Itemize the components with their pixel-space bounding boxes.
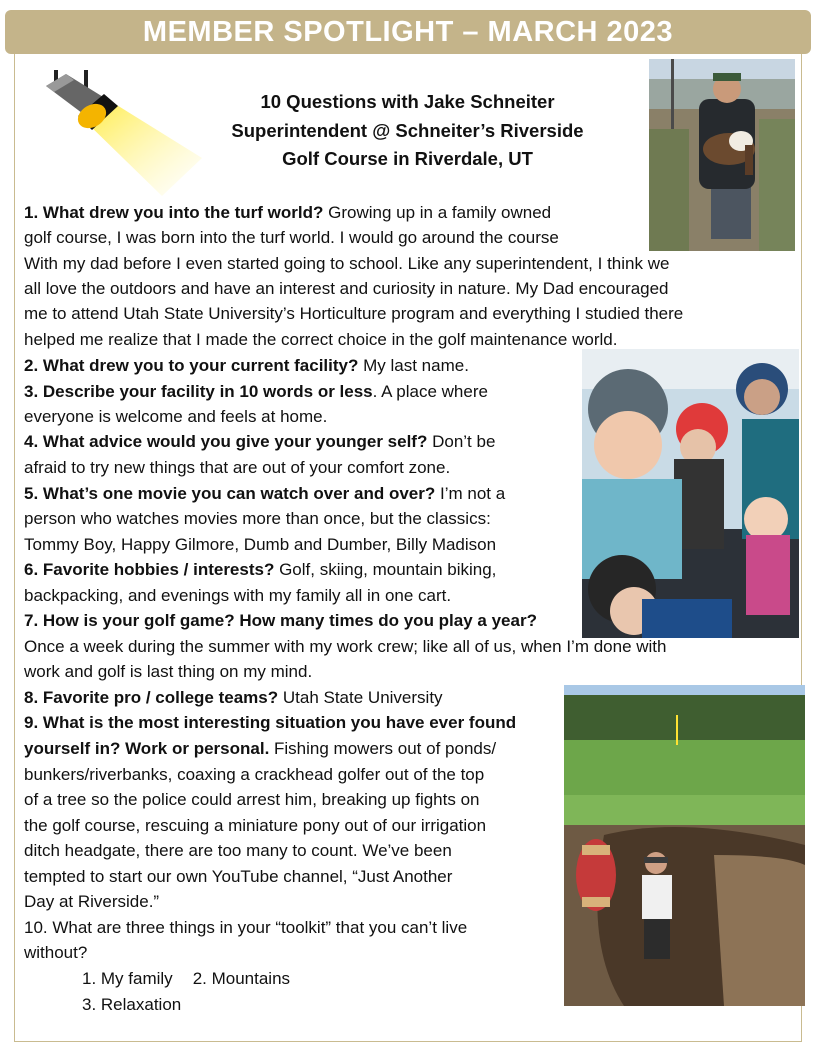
article-heading: [205, 88, 610, 174]
heading-line: 10 Questions with Jake Schneiter: [260, 91, 555, 112]
q9-line: bunkers/riverbanks, coaxing a crackhead golfer out of the top: [24, 765, 485, 784]
toolkit-item: 1. My family: [82, 969, 173, 988]
q4-line: afraid to try new things that are out of your comfort zone.: [24, 458, 451, 477]
q1-answer: Growing up in a family owned: [323, 203, 552, 222]
q10-line: without?: [24, 943, 88, 962]
q9-line: the golf course, rescuing a miniature pony out of our irrigation: [24, 816, 487, 835]
q5-line: Tommy Boy, Happy Gilmore, Dumb and Dumber, Billy Madison: [24, 535, 497, 554]
toolkit-list: [82, 969, 290, 989]
q9-line: [24, 713, 516, 733]
q6-line: backpacking, and evenings with my family all in one cart.: [24, 586, 452, 605]
toolkit-item: 3. Relaxation: [82, 995, 182, 1014]
q8-answer: Utah State University: [278, 688, 443, 707]
q1-line: me to attend Utah State University’s Horticulture program and everything I studied there: [24, 304, 684, 323]
q3-line: [24, 382, 488, 402]
q8-question: 8. Favorite pro / college teams?: [24, 688, 279, 707]
spotlight-icon: [42, 66, 202, 196]
heading-line: Golf Course in Riverdale, UT: [282, 148, 533, 169]
q5-line: person who watches movies more than once, but the classics:: [24, 509, 491, 528]
q2-question: 2. What drew you to your current facility?: [24, 356, 359, 375]
q3-answer: . A place where: [372, 382, 488, 401]
q1-line: helped me realize that I made the correct choice in the golf maintenance world.: [24, 330, 618, 349]
photo-family-ski-lift: [582, 349, 799, 638]
q1-line: golf course, I was born into the turf world. I would go around the course: [24, 228, 559, 247]
q9-answer: Fishing mowers out of ponds/: [269, 739, 497, 758]
heading-line: Superintendent @ Schneiter’s Riverside: [231, 119, 584, 141]
photo-golf-course-dig: [564, 685, 805, 1006]
q6-answer: Golf, skiing, mountain biking,: [274, 560, 497, 579]
q1-line: With my dad before I even started going to school. Like any superintendent, I think we: [24, 254, 670, 273]
q9-question: yourself in? Work or personal.: [24, 739, 270, 758]
q9-line: Day at Riverside.”: [24, 892, 160, 911]
q1-line: all love the outdoors and have an interest and curiosity in nature. My Dad encouraged: [24, 279, 669, 298]
q7-line: [24, 611, 537, 631]
q9-line: tempted to start our own YouTube channel, “Just Another: [24, 867, 453, 886]
q5-answer: I’m not a: [435, 484, 506, 503]
q1-question: 1. What drew you into the turf world?: [24, 203, 324, 222]
q6-question: 6. Favorite hobbies / interests?: [24, 560, 275, 579]
q3-question: 3. Describe your facility in 10 words or less: [24, 382, 373, 401]
q4-answer: Don’t be: [427, 432, 496, 451]
q3-line: everyone is welcome and feels at home.: [24, 407, 328, 426]
q6-line: [24, 560, 496, 580]
q7-line: work and golf is last thing on my mind.: [24, 662, 313, 681]
q8-line: [24, 688, 443, 708]
q9-line: of a tree so the police could arrest him, breaking up fights on: [24, 790, 480, 809]
q7-line: Once a week during the summer with my work crew; like all of us, when I’m done with: [24, 637, 667, 656]
page-banner: [5, 10, 811, 54]
q7-question: 7. How is your golf game? How many times do you play a year?: [24, 611, 537, 630]
q5-line: [24, 484, 505, 504]
photo-man-with-goat: [649, 59, 795, 251]
q9-line: ditch headgate, there are too many to count. We’ve been: [24, 841, 452, 860]
toolkit-item: 2. Mountains: [192, 969, 291, 988]
q9-line: [24, 739, 496, 759]
banner-title: MEMBER SPOTLIGHT – MARCH 2023: [142, 15, 674, 48]
q4-question: 4. What advice would you give your younger self?: [24, 432, 428, 451]
q1-line: [24, 203, 551, 223]
q2-answer: My last name.: [358, 356, 469, 375]
q2-line: [24, 356, 469, 376]
q10-line: 10. What are three things in your “toolkit” that you can’t live: [24, 918, 468, 937]
q4-line: [24, 432, 495, 452]
q9-question: 9. What is the most interesting situation you have ever found: [24, 713, 517, 732]
q5-question: 5. What’s one movie you can watch over and over?: [24, 484, 436, 503]
